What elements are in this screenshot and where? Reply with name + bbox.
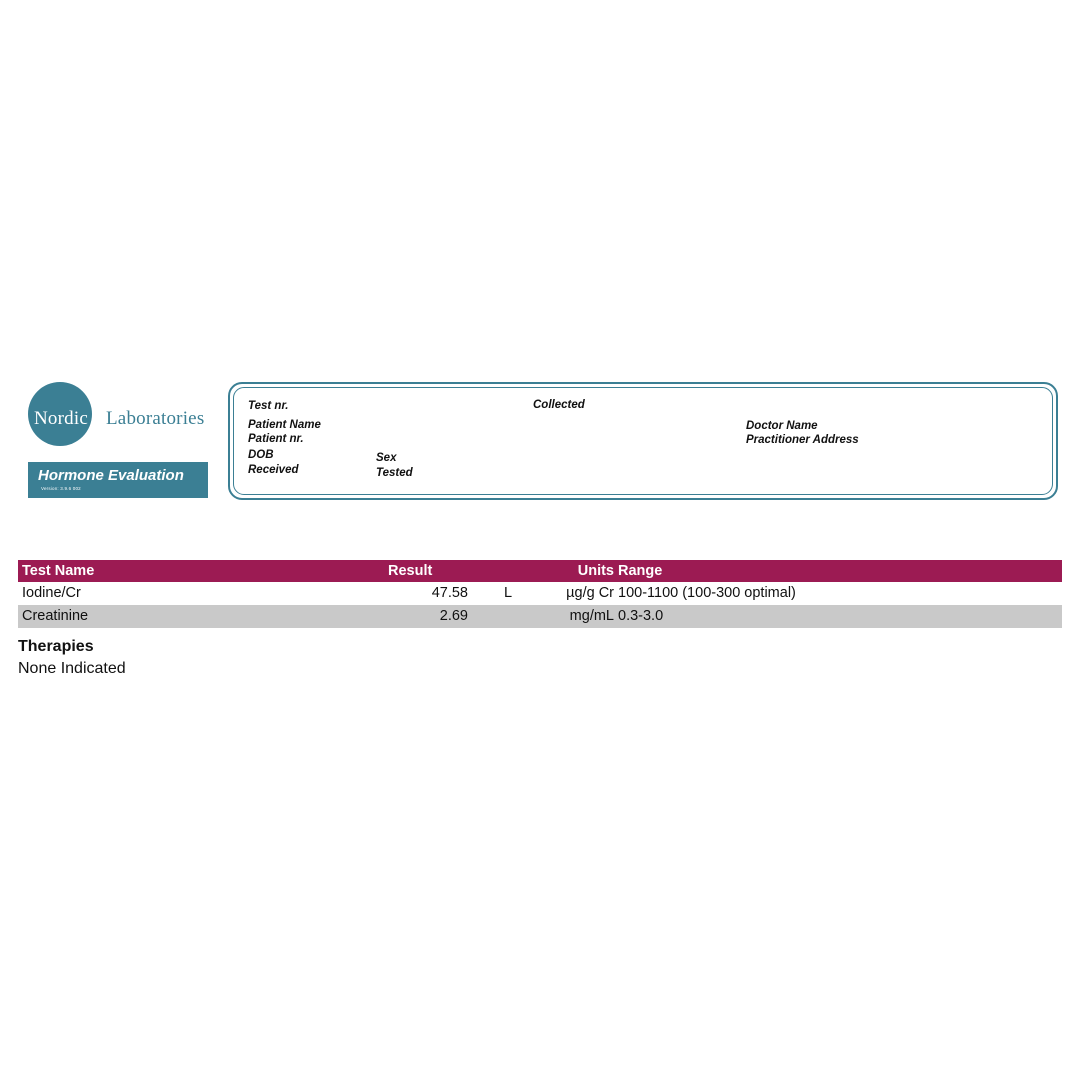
label-tested: Tested	[376, 467, 413, 479]
cell-result: 47.58	[431, 585, 468, 601]
logo-wordmark	[28, 382, 218, 450]
table-row	[18, 605, 1062, 628]
cell-units: µg/g Cr	[566, 585, 614, 601]
label-test-nr: Test nr.	[248, 400, 289, 412]
label-practitioner-address: Practitioner Address	[746, 434, 859, 446]
logo-brand-primary: Nordic	[34, 408, 88, 429]
label-patient-name: Patient Name	[248, 419, 321, 431]
logo-brand-secondary: Laboratories	[106, 408, 205, 429]
table-row	[18, 582, 1062, 605]
column-header-result: Result	[388, 563, 433, 579]
cell-flag: L	[503, 585, 513, 601]
cell-result: 2.69	[439, 608, 468, 624]
column-header-test-name: Test Name	[22, 563, 95, 579]
therapies-value: None Indicated	[18, 660, 126, 677]
cell-range: 0.3-3.0	[618, 608, 664, 624]
label-patient-nr: Patient nr.	[248, 433, 304, 445]
label-doctor-name: Doctor Name	[746, 420, 818, 432]
column-header-units: Units	[577, 563, 614, 579]
nordic-laboratories-logo	[28, 382, 218, 491]
label-received: Received	[248, 464, 299, 476]
table-header-row	[18, 560, 1062, 582]
report-version: Version: 3.9.6 002	[41, 486, 81, 491]
therapies-heading: Therapies	[18, 638, 94, 655]
results-table	[18, 560, 1062, 628]
report-type-banner	[28, 462, 208, 498]
patient-info-inner-border	[233, 387, 1053, 495]
patient-info-box	[228, 382, 1058, 500]
cell-test-name: Creatinine	[22, 608, 89, 624]
cell-units: mg/mL	[569, 608, 614, 624]
label-dob: DOB	[248, 449, 274, 461]
cell-range: 100-1100 (100-300 optimal)	[618, 585, 796, 601]
label-sex: Sex	[376, 452, 397, 464]
report-type-title: Hormone Evaluation	[38, 467, 184, 484]
label-collected: Collected	[533, 399, 585, 411]
column-header-range: Range	[618, 563, 663, 579]
cell-test-name: Iodine/Cr	[22, 585, 81, 601]
